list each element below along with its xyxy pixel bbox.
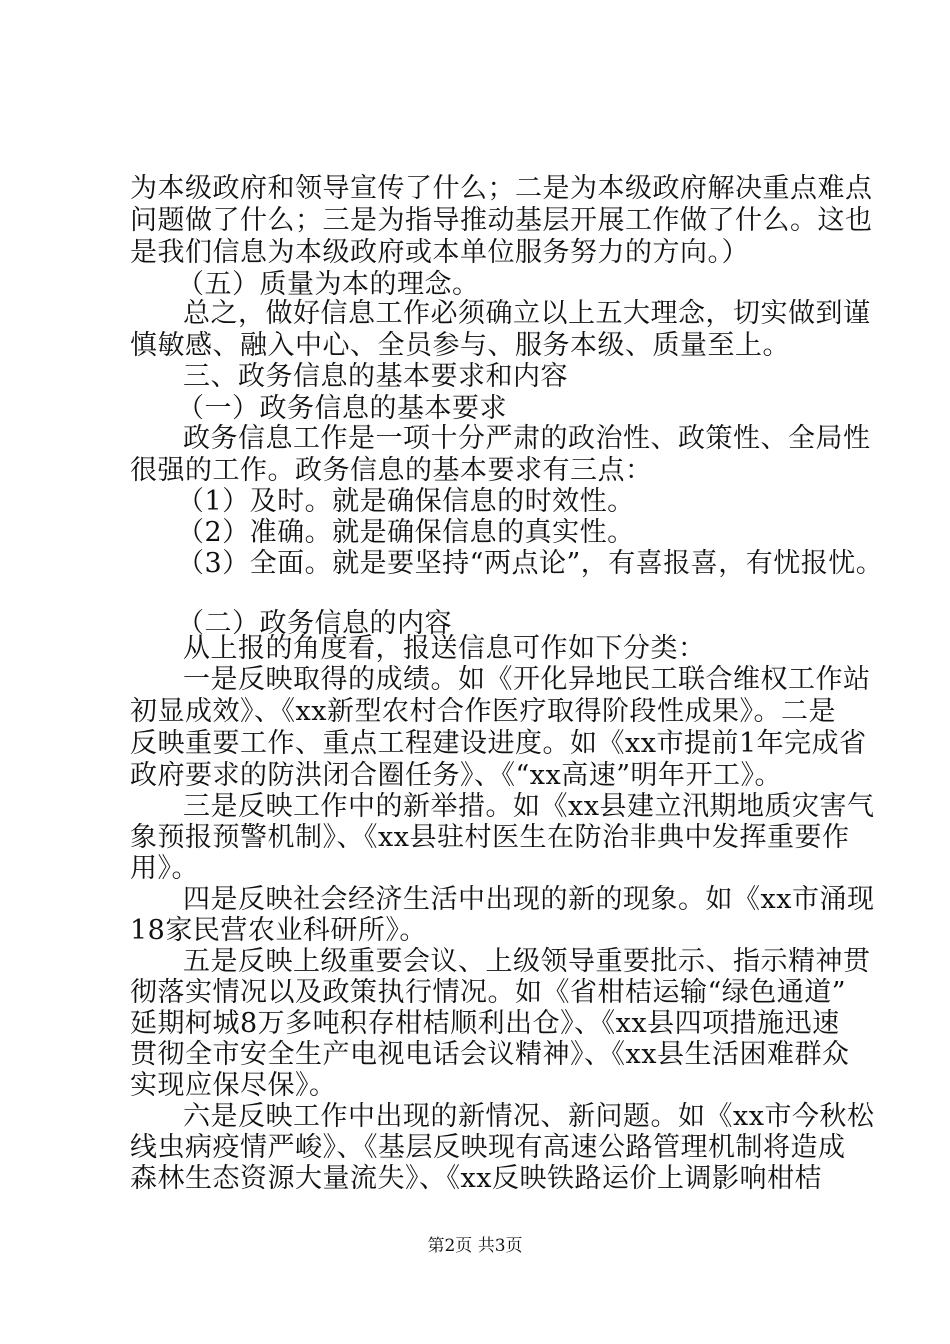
body-line: 政府要求的防洪闭合圈任务》、《“xx高速”明年开工》。 — [130, 760, 783, 791]
page-footer: 第2页 共3页 — [427, 1236, 523, 1256]
body-line: 反映重要工作、重点工程建设进度。如《xx市提前1年完成省 — [130, 728, 867, 759]
body-line: 线虫病疫情严峻》、《基层反映现有高速公路管理机制将造成 — [130, 1132, 846, 1163]
body-line: 慎敏感、融入中心、全员参与、服务本级、质量至上。 — [130, 330, 790, 361]
body-line: 从上报的角度看，报送信息可作如下分类： — [183, 633, 706, 664]
body-line: 用》。 — [130, 853, 199, 884]
list-item: （3）全面。就是要坚持“两点论”，有喜报喜，有忧报忧。 — [177, 548, 884, 579]
body-line: 四是反映社会经济生活中出现的新的现象。如《xx市涌现 — [183, 884, 875, 915]
section-heading: （一）政务信息的基本要求 — [177, 393, 507, 424]
body-line: 是我们信息为本级政府或本单位服务努力的方向。） — [130, 237, 749, 268]
body-line: 很强的工作。政务信息的基本要求有三点： — [130, 455, 653, 486]
body-line: 问题做了什么；三是为指导推动基层开展工作做了什么。这也 — [130, 205, 873, 236]
body-line: 六是反映工作中出现的新情况、新问题。如《xx市今秋松 — [183, 1101, 875, 1132]
body-line: 五是反映上级重要会议、上级领导重要批示、指示精神贯 — [183, 946, 871, 977]
body-line: 彻落实情况以及政策执行情况。如《省柑桔运输“绿色通道” — [130, 977, 847, 1008]
list-item: （2）准确。就是确保信息的真实性。 — [177, 517, 635, 548]
list-item: （1）及时。就是确保信息的时效性。 — [177, 486, 635, 517]
section-heading: 三、政务信息的基本要求和内容 — [183, 361, 568, 392]
body-line: 为本级政府和领导宣传了什么；二是为本级政府解决重点难点 — [130, 173, 873, 204]
section-heading: （二）政务信息的内容 — [177, 608, 452, 639]
body-line: 实现应保尽保》。 — [130, 1070, 337, 1101]
section-heading: （五）质量为本的理念。 — [177, 269, 480, 300]
body-line: 延期柯城8万多吨积存柑桔顺利出仓》、《xx县四项措施迅速 — [130, 1008, 840, 1039]
body-line: 18家民营农业科研所》。 — [130, 915, 427, 946]
body-line: 一是反映取得的成绩。如《开化异地民工联合维权工作站 — [183, 664, 871, 695]
body-line: 森林生态资源大量流失》、《xx反映铁路运价上调影响柑桔 — [130, 1163, 822, 1194]
body-line: 象预报预警机制》、《xx县驻村医生在防治非典中发挥重要作 — [130, 822, 850, 853]
body-line: 三是反映工作中的新举措。如《xx县建立汛期地质灾害气 — [183, 791, 875, 822]
body-line: 政务信息工作是一项十分严肃的政治性、政策性、全局性 — [183, 423, 871, 454]
body-line: 总之，做好信息工作必须确立以上五大理念，切实做到谨 — [183, 298, 871, 329]
body-line: 初显成效》、《xx新型农村合作医疗取得阶段性成果》。二是 — [130, 696, 836, 727]
body-line: 贯彻全市安全生产电视电话会议精神》、《xx县生活困难群众 — [130, 1039, 850, 1070]
